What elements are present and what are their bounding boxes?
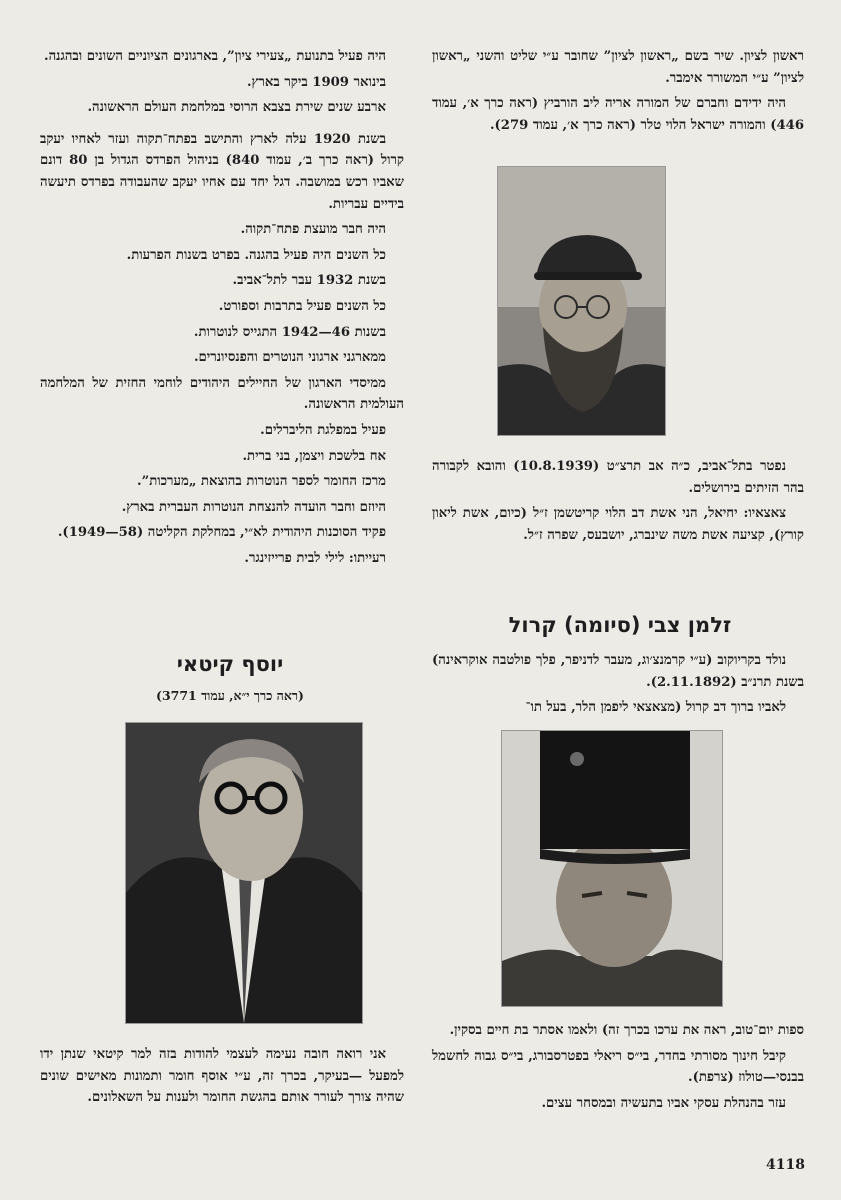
paragraph: נולד בקריוקוב (ע״י קרמנצ׳וג, מעבר לדניפר, פלך פולטבה אוקראינה) בשנת תרנ״ב (2.11.1892). xyxy=(432,653,804,690)
paragraph: כל השנים היה פעיל בהגנה. בפרט בשנות הפרעות. xyxy=(126,247,386,263)
paragraph: בשנת 1920 עלה לארץ והתישב בפתח־תקוה ועזר לאחיו יעקב קרול (ראה כרך ב׳, עמוד 840) בניהול הפרדס הגדול בן 80 דונם שאביו רכש במושבה. דגל יחד עם אחיו יעקב שהעבודה בפרדס תיעשה בידיים עבריות. xyxy=(40,131,404,212)
paragraph: כל השנים פעיל בתרבות וספורט. xyxy=(218,298,386,314)
paragraph: היוזם וחבר הועדה להנצחת הנוטרות העברית בארץ. xyxy=(121,499,386,515)
paragraph: ממיסדי הארגון של החיילים היהודים לוחמי החזית של המלחמה העולמית הראשונה. xyxy=(40,375,404,413)
paragraph: נפטר בתל־אביב, כ״ה אב תרצ״ט (10.8.1939) והובא לקבורה בהר הזיתים בירושלים. xyxy=(432,459,804,496)
yosef-acknowledgement xyxy=(40,1044,404,1113)
right-column-top xyxy=(432,46,804,140)
paragraph: בשנות 46—1942 התגייס לנוטרות. xyxy=(193,324,386,340)
paragraph: בינואר 1909 ביקר בארץ. xyxy=(246,74,386,90)
entry-heading-yosef: יוסף קיטאי xyxy=(176,652,284,676)
left-column-entries xyxy=(40,46,404,573)
right-column-death xyxy=(432,456,804,550)
paragraph: עזר בהנהלת עסקי אביו בתעשיה ובמסחר עצים. xyxy=(541,1095,786,1111)
portrait-bearded-man xyxy=(498,167,665,435)
paragraph: אני רואה חובה נעימה לעצמי להודות בזה למר קיטאי שנתן ידו למפעל —בעיקר, בכרך זה, ע״י אוסף חומר ותמונות מאישים שונים שהיה צורך לעורר אותם בהגשת החומר ולענות על השאלונים. xyxy=(40,1047,404,1106)
zalman-bio xyxy=(432,1020,804,1118)
cross-reference: (ראה כרך י״א, עמוד 3771) xyxy=(156,688,304,703)
paragraph: קיבל חינוך מסורתי בחדר, בי״ס ריאלי בפטרסבורג, בי״ס גבוה לחשמל בבנסי—טולוז (צרפת). xyxy=(432,1048,804,1086)
paragraph: רעייתו: לילי לבית פרייזינגר. xyxy=(244,550,386,566)
entry-heading-zalman: זלמן צבי (סיומה) קרול xyxy=(508,613,732,637)
zalman-intro xyxy=(432,650,804,723)
paragraph: ממארגני ארגוני הנוטרים והפנסיונרים. xyxy=(193,350,386,366)
paragraph: צאצאיו: יחיאל, הני אשת דב הלוי קריטשמן ז״ל (כיום, אשת ליאון קורץ), קציעה אשת משה שינברג, יושבעס, שפרה ז״ל. xyxy=(432,506,804,543)
paragraph: היה פעיל בתנועת „צעירי ציון”, בארגונים הציוניים השונים ובהגנה. xyxy=(44,49,386,64)
paragraph: פעיל במפלגת הליברלים. xyxy=(260,422,386,438)
paragraph: ארבע שנים שירת בצבא הרוסי במלחמת העולם הראשונה. xyxy=(87,100,386,116)
paragraph: לאביו ברוך דב קרול (מצאצאי ליפמן הלר, בעל תו־ xyxy=(525,700,786,716)
paragraph: היה חבר מועצת פתח־תקוה. xyxy=(240,222,386,238)
portrait-man-glasses xyxy=(126,723,362,1023)
portrait-man-fur-hat xyxy=(502,731,722,1006)
paragraph: פקיד הסוכנות היהודית לא״י, במחלקת הקליטה (58—1949). xyxy=(57,525,386,541)
paragraph: ראשון לציון. שיר בשם „ראשון לציון” שחובר ע״י שליט והשני „ראשון לציון” ע״י המשורר אימבר. xyxy=(432,49,804,86)
paragraph: היה ידידם וחברם של המורה אריה ליב הורביץ (ראה כרך א׳, עמוד 446) והמורה ישראל הלוי טלר (ראה כרך א׳, עמוד 279). xyxy=(432,96,804,133)
paragraph: מרכז החומר לספר הנוטרות בהוצאת „מערכות”. xyxy=(137,474,386,490)
paragraph: ספות יום־טוב, ראה את ערכו בכרך זה) ולאמו אסתר בת חיים בסקין. xyxy=(449,1023,804,1038)
page-number: 4118 xyxy=(766,1157,805,1173)
paragraph: אח בלשכת ויצמן, בני ברית. xyxy=(242,448,386,464)
paragraph: בשנת 1932 עבר לתל־אביב. xyxy=(232,273,386,289)
